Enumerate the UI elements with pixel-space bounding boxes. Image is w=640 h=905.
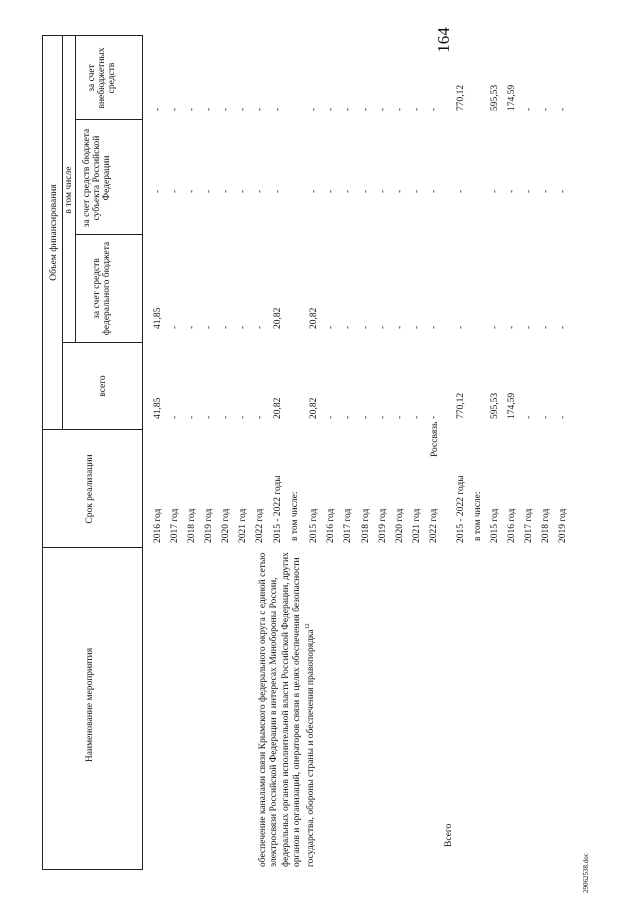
col-divider-name-period: [42, 547, 142, 548]
cell-federal: -: [507, 325, 517, 329]
cell-regional: -: [273, 189, 283, 193]
cell-extra: -: [541, 107, 551, 111]
cell-total: -: [187, 415, 197, 419]
cell-period: 2016 год: [153, 508, 163, 543]
header-funding: Объем финансирования: [49, 184, 59, 281]
cell-extra: -: [378, 107, 388, 111]
measure-description: [258, 547, 318, 867]
cell-period: 2015 - 2022 годы: [456, 475, 466, 543]
cell-period: 2019 год: [204, 508, 214, 543]
cell-regional: -: [309, 189, 319, 193]
table-left-border: [42, 869, 142, 870]
cell-period: 2019 год: [558, 508, 568, 543]
cell-total: 20,82: [309, 397, 319, 419]
cell-total: -: [170, 415, 180, 419]
cell-regional: -: [153, 189, 163, 193]
cell-federal: -: [490, 325, 500, 329]
cell-extra: -: [170, 107, 180, 111]
cell-regional: -: [255, 189, 265, 193]
cell-period: 2018 год: [187, 508, 197, 543]
cell-total: -: [378, 415, 388, 419]
cell-total: -: [524, 415, 534, 419]
cell-federal: -: [412, 325, 422, 329]
col-divider-regional-extra: [75, 119, 142, 120]
cell-federal: -: [343, 325, 353, 329]
cell-federal: -: [558, 325, 568, 329]
section-title: Россвязь: [430, 421, 440, 457]
cell-federal: -: [361, 325, 371, 329]
cell-regional: -: [343, 189, 353, 193]
col-divider-federal-regional: [75, 234, 142, 235]
cell-federal: 41,85: [153, 307, 163, 329]
cell-regional: -: [361, 189, 371, 193]
cell-regional: -: [429, 189, 439, 193]
cell-period: 2022 год: [255, 508, 265, 543]
cell-total: -: [204, 415, 214, 419]
cell-regional: -: [490, 189, 500, 193]
cell-total: 41,85: [153, 397, 163, 419]
header-federal: за счет средств федерального бюджета: [92, 241, 112, 336]
cell-extra: -: [343, 107, 353, 111]
cell-federal: 20,82: [273, 307, 283, 329]
cell-total: -: [238, 415, 248, 419]
measure-text: обеспечение каналами связи Крымского федерального округа с единой сетью электросвязи Российской Федерации в интересах Минобороны России, федеральных органов исполнительной власти Российской Федерации, других органов и организаций, операторов связи в целях обеспечения безопасности государства, обороны страны и обеспечения правопорядка: [258, 552, 317, 867]
cell-regional: -: [326, 189, 336, 193]
cell-regional: -: [187, 189, 197, 193]
cell-extra: -: [187, 107, 197, 111]
cell-extra: -: [221, 107, 231, 111]
cell-regional: -: [541, 189, 551, 193]
cell-total: -: [558, 415, 568, 419]
cell-regional: -: [170, 189, 180, 193]
cell-period: 2015 - 2022 годы: [273, 475, 283, 543]
header-period: Срок реализации: [85, 454, 95, 524]
cell-total: -: [255, 415, 265, 419]
cell-federal: -: [204, 325, 214, 329]
header-bottom-border: [142, 35, 143, 870]
cell-period: 2019 год: [378, 508, 388, 543]
cell-period: 2015 год: [490, 508, 500, 543]
cell-extra: -: [326, 107, 336, 111]
cell-total: -: [326, 415, 336, 419]
cell-federal: -: [238, 325, 248, 329]
cell-total: -: [221, 415, 231, 419]
doc-filename: 29062538.doc: [582, 853, 590, 893]
cell-period: 2016 год: [326, 508, 336, 543]
cell-regional: -: [558, 189, 568, 193]
cell-extra: -: [153, 107, 163, 111]
cell-period: 2015 год: [309, 508, 319, 543]
cell-period: 2021 год: [238, 508, 248, 543]
cell-extra: -: [273, 107, 283, 111]
cell-federal: -: [378, 325, 388, 329]
cell-period: 2016 год: [507, 508, 517, 543]
cell-federal: 20,82: [309, 307, 319, 329]
header-regional: за счет средств бюджета субъекта Российской Федерации: [82, 128, 112, 228]
cell-extra: -: [204, 107, 214, 111]
cell-regional: -: [412, 189, 422, 193]
total-label: Всего: [444, 823, 454, 847]
header-extra: за счет внебюджетных средств: [87, 47, 117, 109]
col-divider-period-total: [42, 429, 142, 430]
cell-regional: -: [221, 189, 231, 193]
cell-period: 2018 год: [361, 508, 371, 543]
table-top-border: [42, 35, 43, 870]
cell-total: -: [361, 415, 371, 419]
cell-regional: -: [524, 189, 534, 193]
funding-header-divider: [62, 35, 63, 430]
cell-total: 770,12: [456, 392, 466, 419]
cell-federal: -: [187, 325, 197, 329]
cell-period: в том числе:: [473, 491, 483, 541]
cell-extra: -: [412, 107, 422, 111]
cell-federal: -: [429, 325, 439, 329]
cell-regional: -: [395, 189, 405, 193]
cell-extra: -: [558, 107, 568, 111]
cell-extra: -: [361, 107, 371, 111]
cell-regional: -: [238, 189, 248, 193]
cell-federal: -: [326, 325, 336, 329]
cell-period: 2020 год: [221, 508, 231, 543]
cell-period: в том числе:: [290, 491, 300, 541]
cell-extra: -: [238, 107, 248, 111]
cell-extra: -: [395, 107, 405, 111]
cell-federal: -: [170, 325, 180, 329]
cell-extra: -: [309, 107, 319, 111]
cell-total: -: [429, 415, 439, 419]
page-number: 164: [434, 27, 453, 53]
cell-federal: -: [255, 325, 265, 329]
cell-period: 2021 год: [412, 508, 422, 543]
table-right-border: [42, 35, 142, 36]
cell-total: -: [395, 415, 405, 419]
cell-extra: 595,53: [490, 84, 500, 111]
measure-footnote: 12: [305, 623, 312, 630]
cell-extra: 770,12: [456, 84, 466, 111]
cell-period: 2017 год: [343, 508, 353, 543]
cell-extra: -: [524, 107, 534, 111]
cell-period: 2022 год: [429, 508, 439, 543]
cell-federal: -: [524, 325, 534, 329]
cell-federal: -: [221, 325, 231, 329]
cell-regional: -: [378, 189, 388, 193]
cell-extra: -: [429, 107, 439, 111]
cell-period: 2020 год: [395, 508, 405, 543]
cell-period: 2017 год: [524, 508, 534, 543]
cell-extra: 174,59: [507, 84, 517, 111]
col-divider-total-federal: [62, 342, 142, 343]
cell-federal: -: [395, 325, 405, 329]
cell-federal: -: [541, 325, 551, 329]
cell-total: -: [343, 415, 353, 419]
cell-regional: -: [204, 189, 214, 193]
header-including: в том числе: [64, 166, 74, 214]
including-header-divider: [75, 35, 76, 343]
cell-extra: -: [255, 107, 265, 111]
cell-regional: -: [507, 189, 517, 193]
cell-period: 2017 год: [170, 508, 180, 543]
cell-total: 595,53: [490, 392, 500, 419]
cell-federal: -: [456, 325, 466, 329]
header-total: всего: [98, 375, 108, 397]
header-name: Наименование мероприятия: [85, 647, 95, 763]
cell-total: -: [541, 415, 551, 419]
cell-total: 174,59: [507, 392, 517, 419]
cell-regional: -: [456, 189, 466, 193]
cell-total: 20,82: [273, 397, 283, 419]
cell-total: -: [412, 415, 422, 419]
cell-period: 2018 год: [541, 508, 551, 543]
